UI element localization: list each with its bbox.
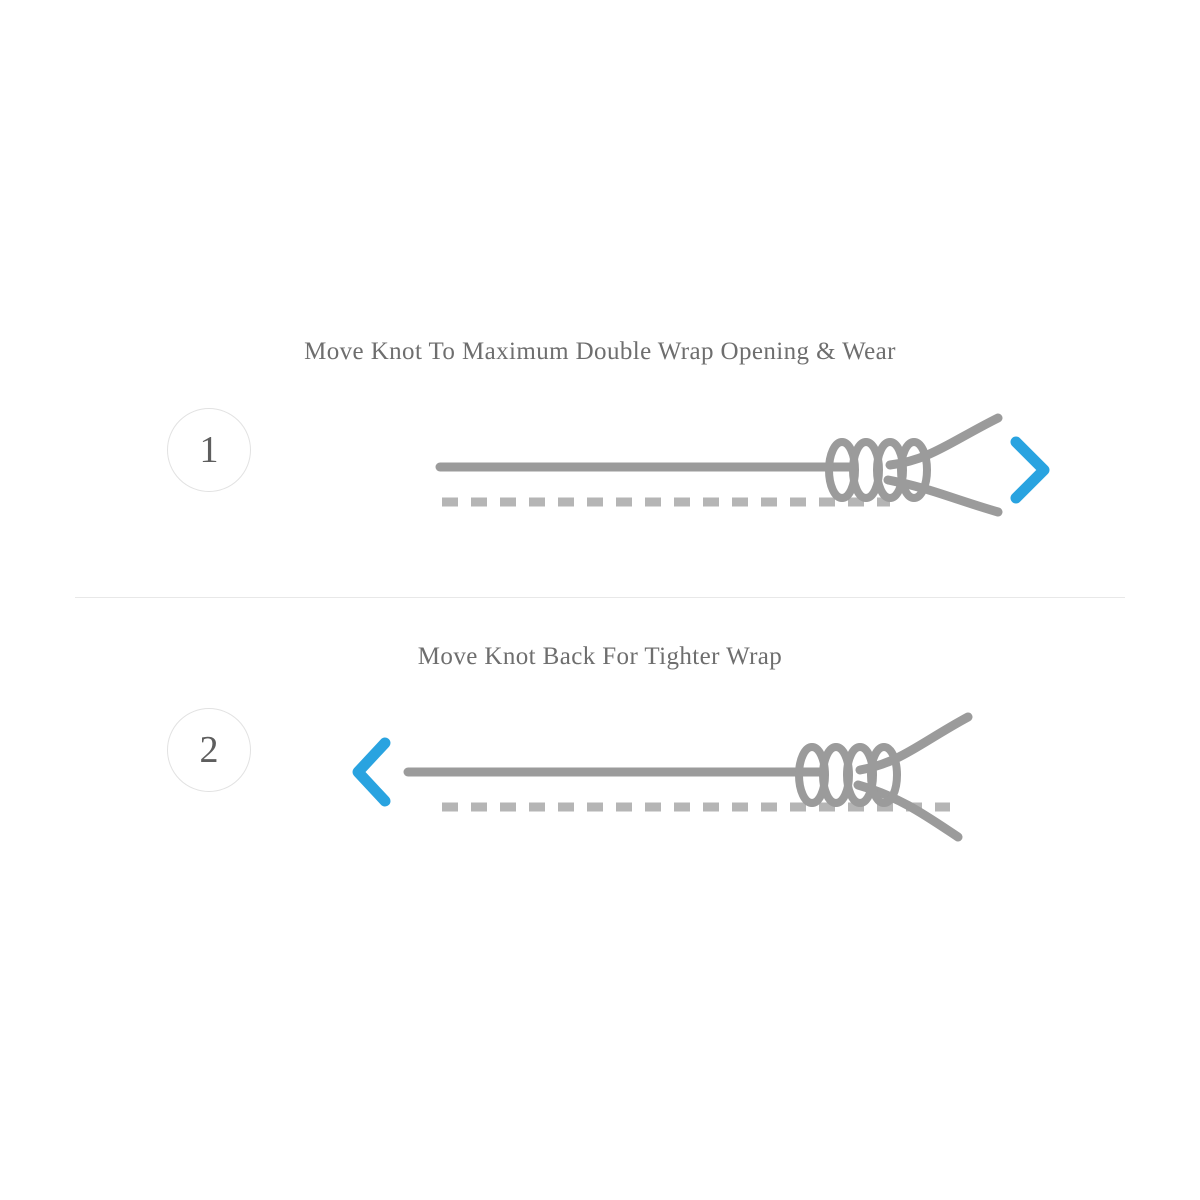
step-2-diagram [330, 665, 1070, 865]
step-2-title: Move Knot Back For Tighter Wrap [417, 643, 783, 670]
step-1-number-badge [167, 408, 251, 492]
step-2-number-badge [167, 708, 251, 792]
chevron-left-icon [358, 743, 385, 801]
step-1-diagram [330, 360, 1070, 560]
chevron-right-icon [1016, 442, 1044, 498]
step-2 [0, 605, 1200, 895]
step-1-title: Move Knot To Maximum Double Wrap Opening & Wear [304, 338, 896, 365]
section-divider [75, 597, 1125, 598]
step-1 [0, 300, 1200, 590]
step-1-number: 1 [199, 429, 219, 471]
step-2-number: 2 [199, 729, 219, 771]
